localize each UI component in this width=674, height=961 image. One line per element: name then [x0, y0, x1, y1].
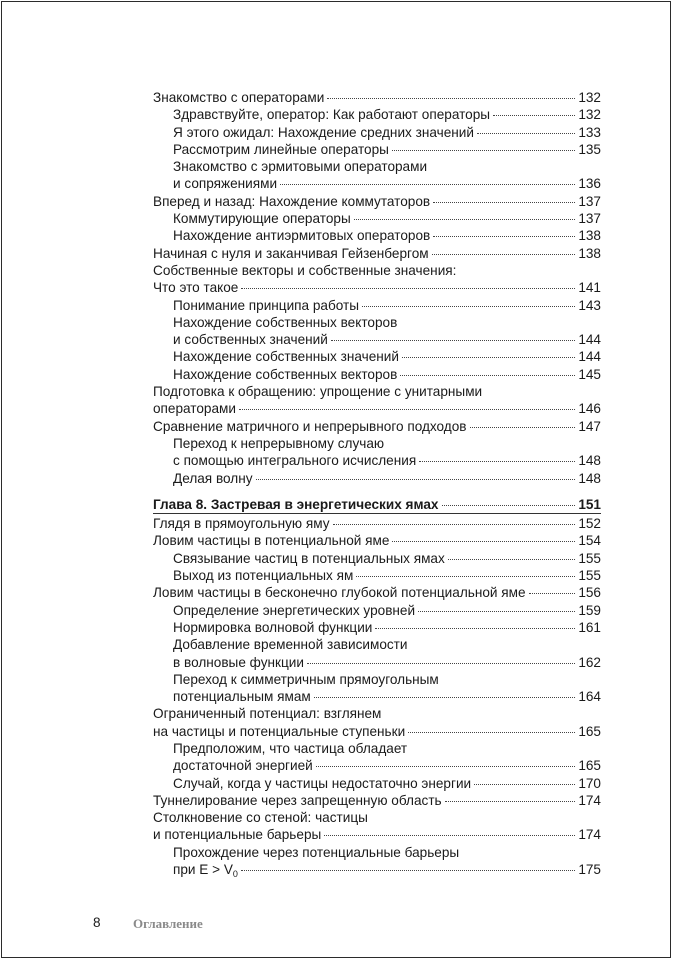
- toc-entry-title-text: Собственные векторы и собственные значения:: [153, 262, 457, 278]
- toc-entry-title-text: Глядя в прямоугольную яму: [153, 516, 330, 532]
- toc-entry-title: [153, 532, 389, 549]
- toc-entry-title-text: при E > V: [173, 862, 233, 878]
- toc-entry-page: 155: [578, 550, 601, 566]
- toc-entry-title: [153, 193, 430, 210]
- toc-entry-page: 135: [578, 141, 601, 157]
- dot-leader: [327, 88, 575, 99]
- toc-entry-title: [173, 435, 384, 452]
- dot-leader: [392, 140, 575, 151]
- dot-leader: [331, 330, 575, 341]
- toc-entry[interactable]: [153, 584, 601, 601]
- dot-leader: [529, 583, 576, 594]
- toc-entry-title-text: Рассмотрим линейные операторы: [173, 141, 389, 157]
- toc-entry-title-text: и собственных значений: [173, 332, 328, 348]
- toc-entry[interactable]: [153, 279, 601, 296]
- toc-entry-page: 132: [578, 90, 601, 105]
- toc-entry-title: [173, 688, 311, 705]
- toc-entry[interactable]: [153, 106, 601, 123]
- toc-entry-title: [173, 775, 471, 792]
- toc-entry-title-text: потенциальным ямам: [173, 689, 311, 705]
- toc-entry[interactable]: [153, 619, 601, 636]
- toc-entry[interactable]: [153, 262, 601, 279]
- toc-entry-title: [153, 245, 429, 262]
- toc-entry-title-text: с помощью интегрального исчисления: [173, 453, 417, 469]
- toc-entry-title-text: Выход из потенциальных ям: [173, 568, 354, 584]
- toc-entry-page: 147: [578, 418, 601, 434]
- dot-leader: [448, 549, 576, 560]
- toc-entry-title: [153, 826, 321, 843]
- toc-entry-title-text: Подготовка к обращению: упрощение с унитарными: [153, 384, 483, 400]
- toc-entry-page: 137: [578, 211, 601, 227]
- toc-entry-title: [173, 297, 359, 314]
- toc-entry-title: [173, 366, 397, 383]
- toc-entry[interactable]: [153, 210, 601, 227]
- dot-leader: [493, 105, 575, 116]
- dot-leader: [314, 687, 576, 698]
- toc-entry-title-text: Переход к непрерывному случаю: [173, 435, 385, 451]
- toc-entry[interactable]: [153, 124, 601, 141]
- toc-entry-title: [173, 636, 408, 653]
- toc-entry-page: 155: [578, 568, 601, 584]
- toc-entry[interactable]: [153, 723, 601, 740]
- toc-entry-title-text: Нахождение антиэрмитовых операторов: [173, 228, 431, 244]
- toc-entry-title: [173, 314, 397, 331]
- toc-entry-page: 165: [578, 758, 601, 774]
- toc-entry-title: [173, 158, 427, 175]
- toc-entry-page: 144: [578, 349, 601, 365]
- dot-leader: [442, 495, 576, 506]
- toc-entry[interactable]: [153, 452, 601, 469]
- toc-entry[interactable]: [153, 348, 601, 365]
- dot-leader: [400, 365, 575, 376]
- toc-entry-page: 164: [578, 689, 601, 705]
- dot-leader: [418, 601, 575, 612]
- dot-leader: [356, 566, 575, 577]
- toc-entry[interactable]: [153, 175, 601, 192]
- toc-entry[interactable]: [153, 861, 601, 878]
- toc-entry-title: [173, 757, 313, 774]
- toc-entry[interactable]: [153, 366, 601, 383]
- toc-entry[interactable]: [153, 470, 601, 487]
- toc-entry-title-text: Знакомство с операторами: [153, 90, 325, 105]
- toc-entry[interactable]: [153, 532, 601, 549]
- toc-entry-title: [173, 331, 328, 348]
- toc-entry-title: [173, 348, 399, 365]
- toc-entry-title: [173, 861, 238, 878]
- dot-leader: [445, 791, 576, 802]
- toc-entry-title: [173, 567, 353, 584]
- dot-leader: [256, 469, 576, 480]
- toc-entry-title-text: и сопряжениями: [173, 176, 278, 192]
- toc-entry[interactable]: [153, 567, 601, 584]
- toc-entry[interactable]: [153, 400, 601, 417]
- toc-entry[interactable]: [153, 844, 601, 861]
- toc-entry-title-text: Делая волну: [173, 470, 253, 486]
- toc-entry-title-text: Добавление временной зависимости: [173, 637, 408, 653]
- toc-entry-page: 162: [578, 654, 601, 670]
- dot-leader: [470, 417, 576, 428]
- toc-entry-page: 154: [578, 533, 601, 549]
- toc-entry-title: [153, 792, 442, 809]
- toc-entry-title: [173, 602, 415, 619]
- toc-entry-title-text: Я этого ожидал: Нахождение средних значений: [173, 124, 474, 140]
- toc-chapter-entry[interactable]: [153, 496, 601, 513]
- toc-entry-page: 141: [578, 280, 601, 296]
- toc-entry-title: [173, 550, 445, 567]
- toc-entry-title-text: Определение энергетических уровней: [173, 602, 416, 618]
- toc-entry-title-text: на частицы и потенциальные ступеньки: [153, 723, 406, 739]
- footer-page-number: 8: [93, 915, 101, 930]
- toc-entry-title-text: Переход к симметричным прямоугольным: [173, 671, 439, 687]
- dot-leader: [392, 531, 575, 542]
- dot-leader: [324, 825, 575, 836]
- toc-entry-title-text: Коммутирующие операторы: [173, 211, 351, 227]
- toc-entry-title: [153, 383, 482, 400]
- toc-entry-title-text: Понимание принципа работы: [173, 297, 360, 313]
- toc-entry-title-text: Нормировка волновой функции: [173, 619, 373, 635]
- toc-entry-title-text: Ограниченный потенциал: взглянем: [153, 706, 382, 722]
- toc-entry-page: 138: [578, 228, 601, 244]
- toc-entry-page: 170: [578, 775, 601, 791]
- toc-entry[interactable]: [153, 792, 601, 809]
- toc-entry[interactable]: [153, 757, 601, 774]
- dot-leader: [280, 174, 575, 185]
- toc-entry-title: [153, 89, 324, 106]
- toc-entry-page: 133: [578, 124, 601, 140]
- toc-entry-title: [173, 210, 351, 227]
- toc-entry-title: [173, 227, 430, 244]
- toc-entry[interactable]: [153, 297, 601, 314]
- dot-leader: [375, 618, 575, 629]
- toc-entry-title: [173, 654, 304, 671]
- toc-entry-title-text: Нахождение собственных векторов: [173, 366, 398, 382]
- toc-entry-title-text: в волновые функции: [173, 654, 304, 670]
- toc-entry-title: [173, 470, 253, 487]
- footer-section-title: Оглавление: [133, 916, 203, 931]
- toc-entry[interactable]: [153, 775, 601, 792]
- toc-entry-title: [153, 262, 456, 279]
- toc-entry-title-text: Знакомство с эрмитовыми операторами: [173, 159, 428, 175]
- dot-leader: [241, 860, 575, 871]
- toc-entry[interactable]: [153, 654, 601, 671]
- dot-leader: [474, 774, 575, 785]
- toc-entry-title: [173, 124, 474, 141]
- toc-entry[interactable]: [153, 314, 601, 331]
- toc-entry-title: [173, 106, 490, 123]
- toc-entry-page: 136: [578, 176, 601, 192]
- dot-leader: [477, 123, 575, 134]
- toc-entry[interactable]: [153, 688, 601, 705]
- toc-entry-title: [173, 619, 372, 636]
- toc-entry[interactable]: [153, 158, 601, 175]
- toc-entry-page: 174: [578, 792, 601, 808]
- toc-entry-page: 132: [578, 107, 601, 123]
- toc-entry-title-text: Глава 8. Застревая в энергетических ямах: [153, 496, 439, 512]
- toc-entry-title-text: Нахождение собственных значений: [173, 349, 399, 365]
- toc-entry-page: 145: [578, 366, 601, 382]
- dot-leader: [432, 244, 576, 255]
- toc-entry[interactable]: [153, 141, 601, 158]
- dot-leader: [362, 296, 575, 307]
- toc-entry-page: 144: [578, 332, 601, 348]
- toc-entry-title: [173, 452, 416, 469]
- toc-entry-title: [153, 584, 526, 601]
- toc-entry-title: [153, 705, 381, 722]
- toc-entry-title: [153, 809, 368, 826]
- toc-entry-title-text: Сравнение матричного и непрерывного подходов: [153, 418, 467, 434]
- toc-entry-page: 138: [578, 245, 601, 261]
- toc-entry[interactable]: [153, 515, 601, 532]
- toc-entry-title-text: достаточной энергией: [173, 758, 313, 774]
- toc-entry[interactable]: [153, 193, 601, 210]
- toc-entry-title-text: Ловим частицы в бесконечно глубокой потенциальной яме: [153, 585, 526, 601]
- toc-entry-title-text: Вперед и назад: Нахождение коммутаторов: [153, 193, 431, 209]
- toc-entry-page: 174: [578, 827, 601, 843]
- toc-entry[interactable]: [153, 418, 601, 435]
- toc-entry[interactable]: [153, 602, 601, 619]
- toc-entry-title: [153, 496, 439, 513]
- dot-leader: [354, 209, 576, 220]
- dot-leader: [316, 756, 576, 767]
- toc-entry[interactable]: [153, 383, 601, 400]
- toc-entry-page: 161: [578, 619, 601, 635]
- dot-leader: [419, 451, 575, 462]
- toc-entry-page: 146: [578, 401, 601, 417]
- dot-leader: [433, 226, 575, 237]
- dot-leader: [241, 278, 575, 289]
- toc-entry-title: [153, 515, 330, 532]
- toc-entry-title: [173, 740, 407, 757]
- toc-entry-title-text: и потенциальные барьеры: [153, 827, 322, 843]
- toc-entry-title-text: Предположим, что частица обладает: [173, 740, 408, 756]
- toc-entry-page: 159: [578, 602, 601, 618]
- toc-entry-title: [173, 671, 439, 688]
- toc-entry-title-text: операторами: [153, 401, 236, 417]
- toc-entry[interactable]: [153, 705, 601, 722]
- dot-leader: [408, 722, 575, 733]
- toc-entry-page: 175: [578, 862, 601, 878]
- toc-entry[interactable]: [153, 331, 601, 348]
- toc-entry-page: 143: [578, 297, 601, 313]
- toc-entry-title: [153, 418, 467, 435]
- toc-entry-title-text: Здравствуйте, оператор: Как работают операторы: [173, 107, 491, 123]
- dot-leader: [433, 192, 575, 203]
- toc-entry-page: 148: [578, 470, 601, 486]
- table-of-contents: [153, 89, 601, 878]
- toc-entry-title-text: Нахождение собственных векторов: [173, 314, 398, 330]
- toc-entry[interactable]: [153, 435, 601, 452]
- toc-entry[interactable]: [153, 740, 601, 757]
- toc-entry-page: 137: [578, 193, 601, 209]
- toc-entry[interactable]: [153, 227, 601, 244]
- toc-entry-title-text: Начиная с нуля и заканчивая Гейзенбергом: [153, 245, 429, 261]
- toc-entry[interactable]: [153, 809, 601, 826]
- toc-entry-title: [153, 723, 405, 740]
- toc-entry-title-text: Что это такое: [153, 280, 239, 296]
- toc-entry[interactable]: [153, 245, 601, 262]
- toc-entry-title: [173, 141, 389, 158]
- toc-entry-page: 151: [578, 496, 601, 512]
- toc-entry-page: 152: [578, 516, 601, 532]
- toc-entry[interactable]: [153, 550, 601, 567]
- toc-entry-title-text: Ловим частицы в потенциальной яме: [153, 533, 390, 549]
- toc-entry-title-text: Туннелирование через запрещенную область: [153, 792, 442, 808]
- toc-entry[interactable]: [153, 89, 601, 106]
- toc-entry[interactable]: [153, 671, 601, 688]
- toc-entry-page: 148: [578, 453, 601, 469]
- toc-entry-title-text: Столкновение со стеной: частицы: [153, 810, 368, 826]
- toc-entry-page: 156: [578, 585, 601, 601]
- toc-entry-title: [173, 844, 459, 861]
- dot-leader: [333, 514, 576, 525]
- toc-entry-title: [153, 279, 238, 296]
- dot-leader: [402, 347, 575, 358]
- toc-entry-title-text: Случай, когда у частицы недостаточно энергии: [173, 775, 472, 791]
- dot-leader: [239, 399, 575, 410]
- toc-entry-title: [153, 400, 236, 417]
- dot-leader: [307, 653, 575, 664]
- toc-entry-page: 165: [578, 723, 601, 739]
- toc-entry[interactable]: [153, 826, 601, 843]
- toc-entry-title-text: Прохождение через потенциальные барьеры: [173, 844, 460, 860]
- toc-entry-title: [173, 175, 277, 192]
- toc-entry[interactable]: [153, 636, 601, 653]
- toc-entry-title-text: Связывание частиц в потенциальных ямах: [173, 550, 445, 566]
- toc-entry-subscript: 0: [232, 869, 238, 879]
